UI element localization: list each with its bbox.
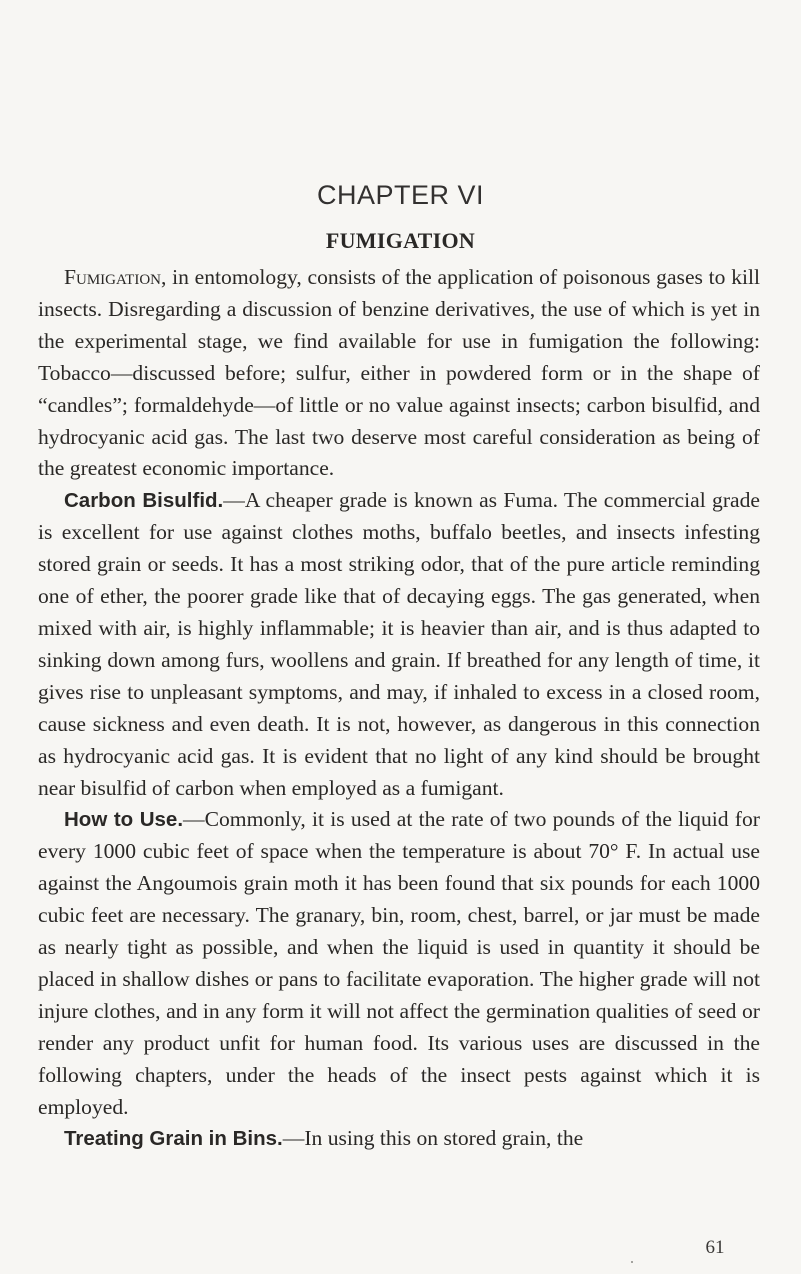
paragraph-text: —Commonly, it is used at the rate of two pounds of the liquid for every 1000 cubic feet of space when the temperature is about 70° F. In actual use against the Angoumois grain moth it has been found that six pounds for each 1000 cubic feet are necessary. The granary, bin, room, chest, barrel, or jar must be made as nearly tight as possible, and when the liquid is used in quantity it should be placed in shallow dishes or pans to facilitate evaporation. The higher grade will not injure clothes, and in any form it will not affect the germination qualities of seed or render any product unfit for human food. Its various uses are discussed in the following chapters, under the heads of the insect pests against which it is employed. (38, 807, 760, 1119)
paragraph-text: in entomology, consists of the application of poisonous gases to kill insects. Disregarding a discussion of benzine derivatives, the use of which is yet in the experimental stage, we find available for use in fumigation the following: Tobacco—discussed before; sulfur, either in powdered form or in the shape of “candles”; formaldehyde—of little or no value against insects; carbon bisulfid, and hydrocyanic acid gas. The last two deserve most careful consideration as being of the greatest economic importance. (38, 265, 760, 481)
run-in-heading: How to Use. (64, 808, 184, 832)
body-text (38, 262, 760, 1155)
paper-speck (631, 1261, 633, 1263)
paragraph-introduction (38, 262, 760, 485)
page-number: 61 (705, 1237, 725, 1258)
chapter-heading: CHAPTER VI (316, 180, 485, 210)
paragraph-treating-grain (38, 1123, 760, 1155)
paragraph-carbon-bisulfid (38, 485, 760, 804)
lead-term: Fumigation, (64, 265, 167, 289)
chapter-title: FUMIGATION (325, 228, 476, 253)
paragraph-text: —A cheaper grade is known as Fuma. The commercial grade is excellent for use against clothes moths, buffalo beetles, and insects infesting stored grain or seeds. It has a most striking odor, that of the pure article reminding one of ether, the poorer grade like that of decaying eggs. The gas generated, when mixed with air, is highly inflammable; it is heavier than air, and is thus adapted to sinking down among furs, woollens and grain. If breathed for any length of time, it gives rise to unpleasant symptoms, and may, if inhaled to excess in a closed room, cause sickness and even death. It is not, however, as dangerous in this connection as hydrocyanic acid gas. It is evident that no light of any kind should be brought near bisulfid of carbon when employed as a fumigant. (38, 488, 760, 800)
paragraph-text: —In using this on stored grain, the (282, 1126, 584, 1151)
paragraph-how-to-use (38, 804, 760, 1123)
run-in-heading: Carbon Bisulfid. (64, 489, 224, 513)
run-in-heading: Treating Grain in Bins. (64, 1127, 283, 1151)
